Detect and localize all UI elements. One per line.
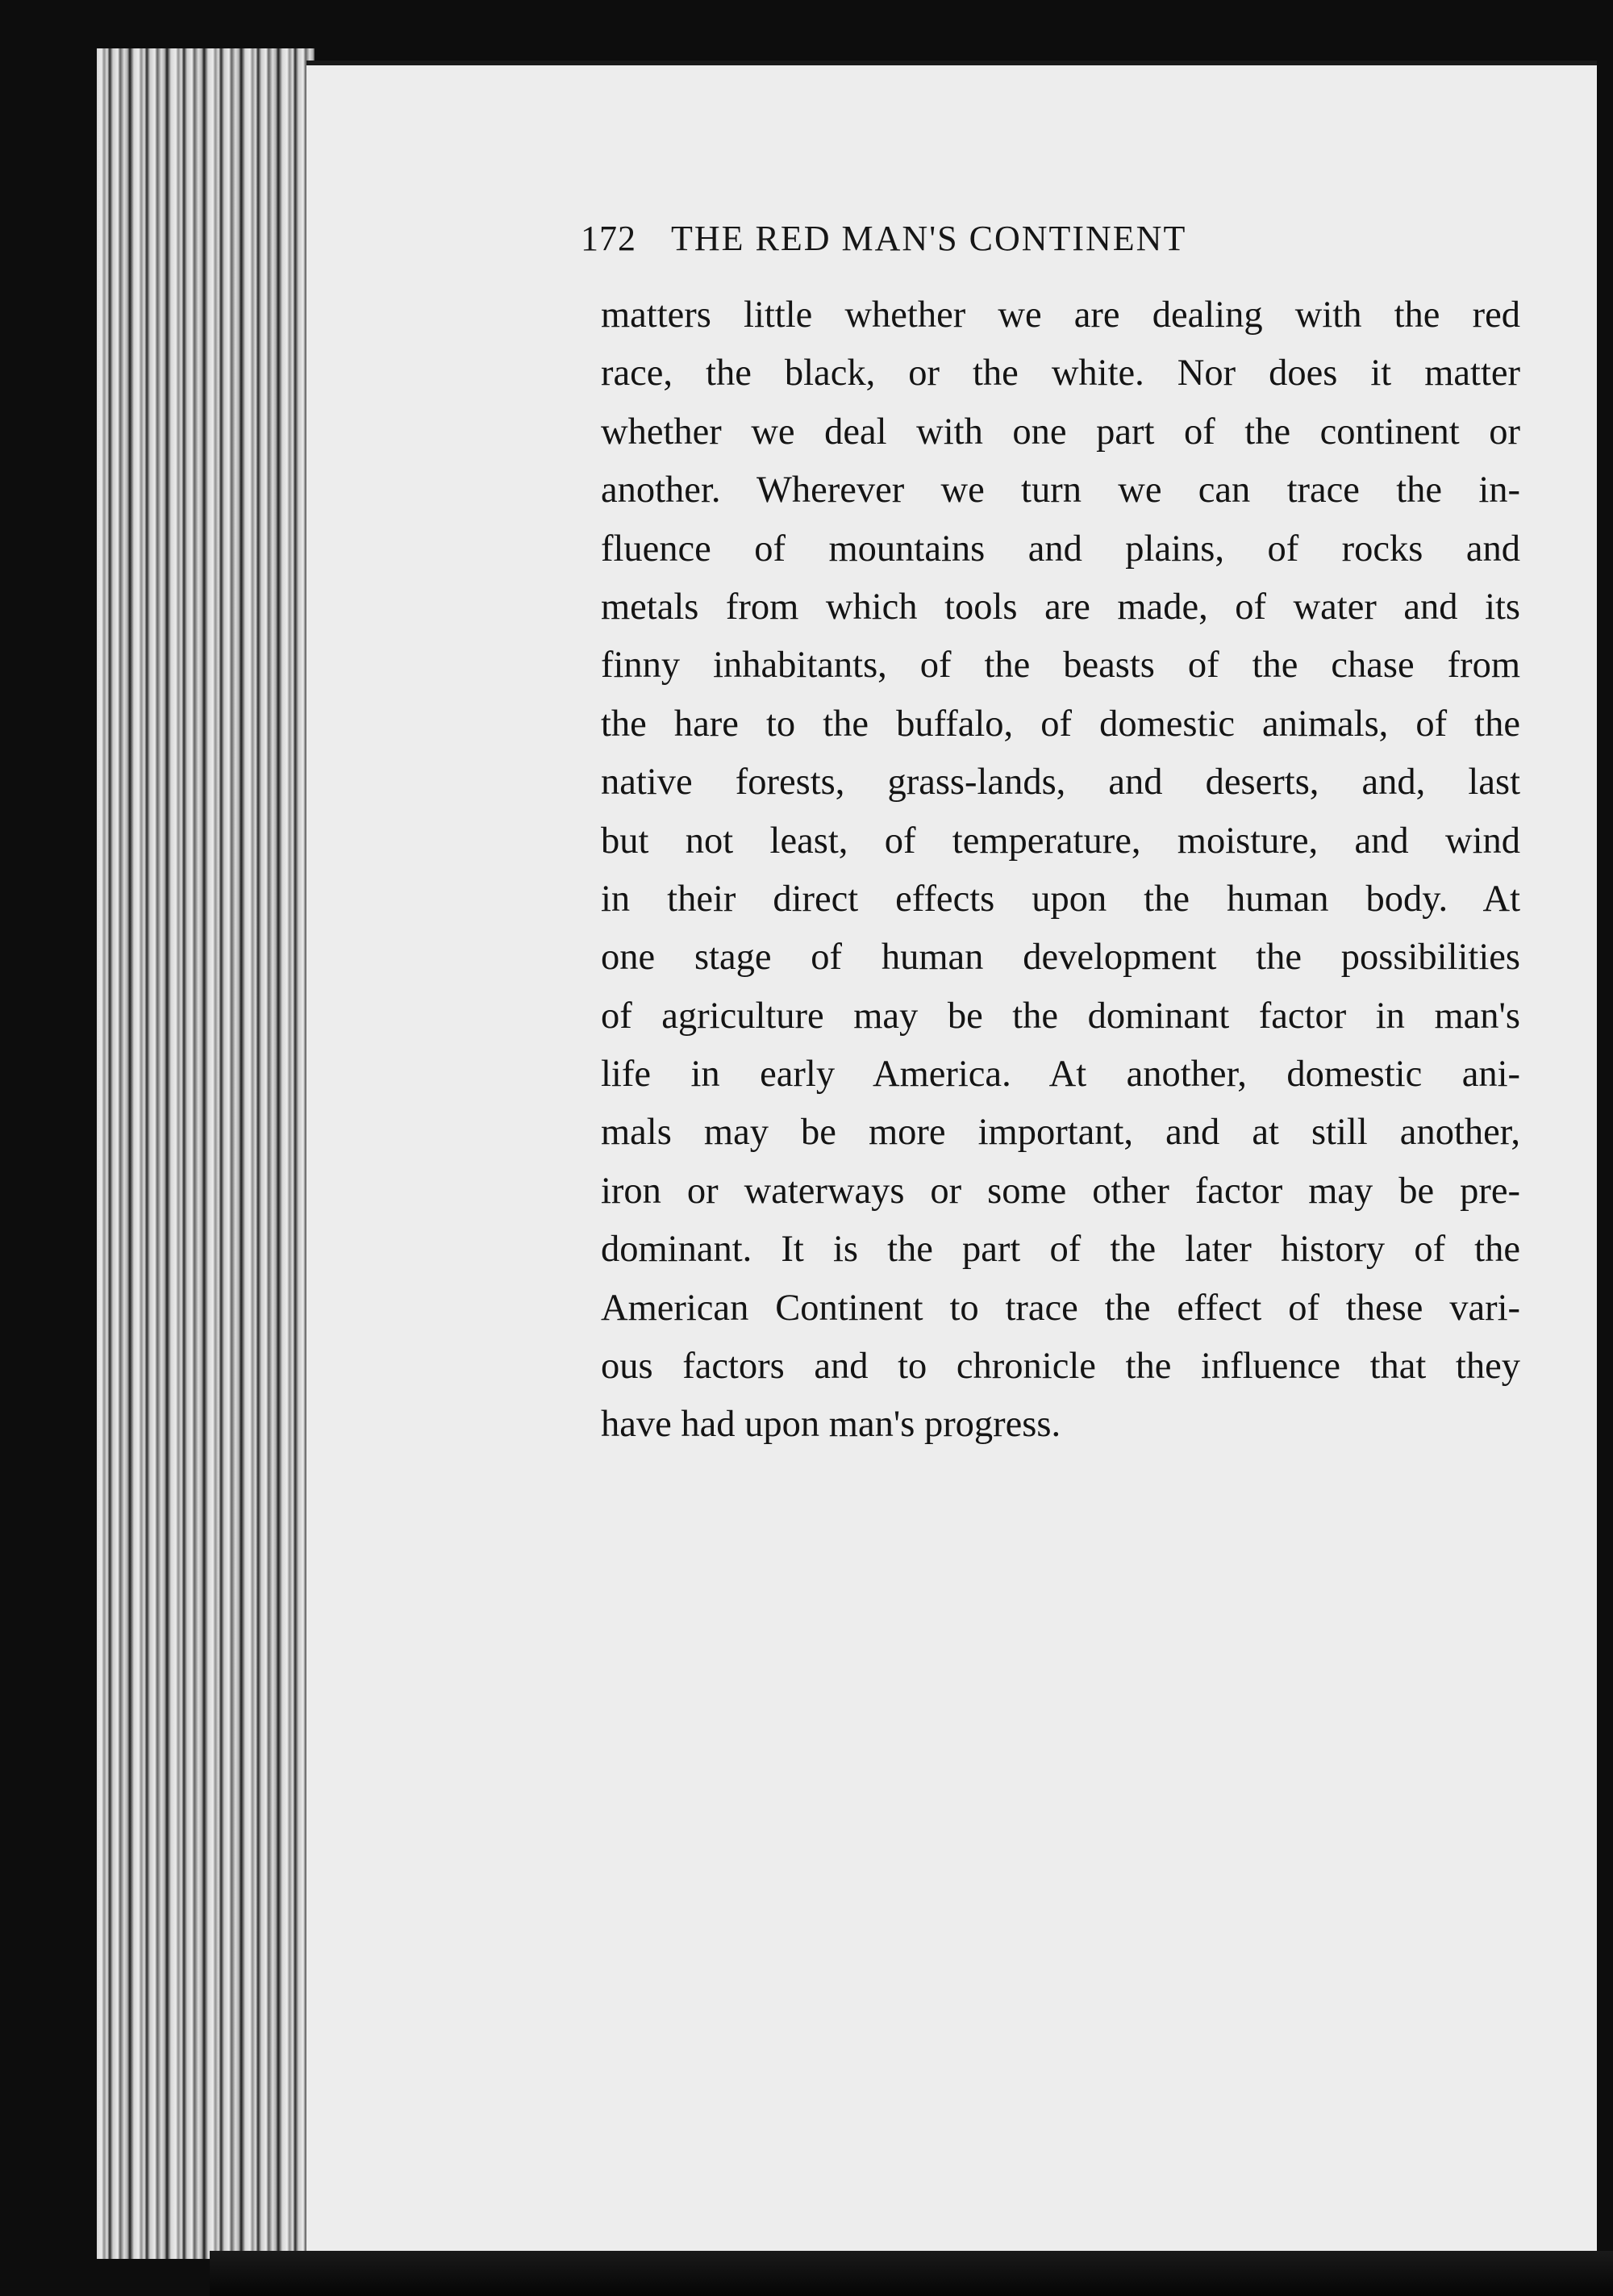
text-line: dominant. It is the part of the later history of the [601,1229,1520,1271]
text-line: iron or waterways or some other factor may be pre- [601,1170,1520,1212]
text-line: native forests, grass-lands, and deserts, and, last [601,762,1520,804]
text-line: in their direct effects upon the human body. At [601,878,1520,920]
page-bottom-shadow [210,2251,1613,2296]
text-line: life in early America. At another, domestic ani- [601,1054,1520,1096]
text-line: race, the black, or the white. Nor does it matter [601,353,1520,394]
text-line: metals from which tools are made, of water and its [601,586,1520,628]
page-number: 172 [581,219,636,258]
text-line: mals may be more important, and at still another, [601,1112,1520,1154]
running-head [581,218,1355,266]
text-line: matters little whether we are dealing with the red [601,294,1520,336]
body-paragraph [601,286,1520,1455]
text-line: but not least, of temperature, moisture, and wind [601,820,1520,862]
text-line: one stage of human development the possibilities [601,937,1520,979]
text-line: finny inhabitants, of the beasts of the chase from [601,645,1520,687]
page-edges-stack [97,48,315,2259]
text-line: ous factors and to chronicle the influence that they [601,1346,1520,1388]
text-line: whether we deal with one part of the continent or [601,411,1520,453]
running-title: THE RED MAN'S CONTINENT [671,219,1187,258]
text-line: American Continent to trace the effect of these vari- [601,1287,1520,1329]
text-line: the hare to the buffalo, of domestic animals, of the [601,703,1520,745]
text-line-last: have had upon man's progress. [601,1404,1061,1446]
text-line: fluence of mountains and plains, of rocks and [601,528,1520,570]
text-line: of agriculture may be the dominant factor in man's [601,995,1520,1037]
text-line: another. Wherever we turn we can trace the in- [601,470,1520,511]
